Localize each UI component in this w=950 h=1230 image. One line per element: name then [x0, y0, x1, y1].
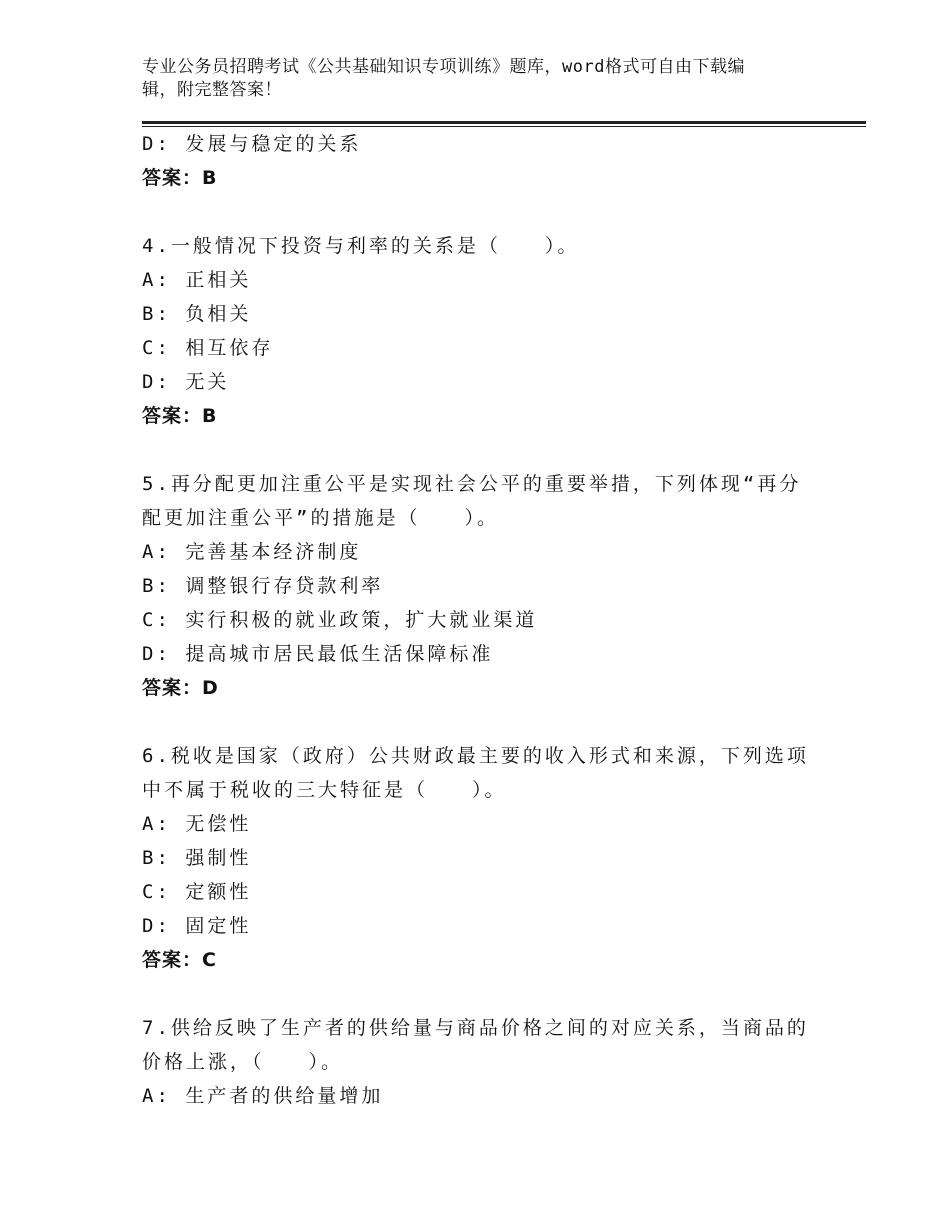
option-d: D: 提高城市居民最低生活保障标准 — [142, 643, 494, 665]
question-stem-continued: 中不属于税收的三大特征是（ ）。 — [142, 779, 507, 801]
option-a: A: 无偿性 — [142, 813, 252, 835]
spacer — [142, 433, 822, 467]
answer-line: 答案：B — [142, 167, 218, 189]
header-line-2: 辑，附完整答案！ — [142, 80, 282, 100]
header-rule-thick — [142, 121, 866, 124]
header-line-1: 专业公务员招聘考试《公共基础知识专项训练》题库，word格式可自由下载编 — [142, 57, 745, 77]
question-stem-continued: 价格上涨，（ ）。 — [142, 1051, 344, 1073]
spacer — [142, 977, 822, 1011]
question-stem-continued: 配更加注重公平”的措施是（ ）。 — [142, 507, 499, 529]
question-block-6 — [142, 739, 822, 977]
question-block-4 — [142, 229, 822, 433]
option-b: B: 强制性 — [142, 847, 252, 869]
question-block-3 — [142, 127, 822, 195]
answer-line: 答案：C — [142, 949, 217, 971]
spacer — [142, 195, 822, 229]
question-list — [142, 127, 822, 1113]
option-a: A: 正相关 — [142, 269, 252, 291]
question-stem: 4.一般情况下投资与利率的关系是（ ）。 — [142, 235, 580, 257]
option-d: D: 发展与稳定的关系 — [142, 133, 362, 155]
option-d: D: 无关 — [142, 371, 230, 393]
question-block-5 — [142, 467, 822, 705]
question-stem: 7.供给反映了生产者的供给量与商品价格之间的对应关系，当商品的 — [142, 1017, 809, 1039]
option-c: C: 实行积极的就业政策，扩大就业渠道 — [142, 609, 538, 631]
question-stem: 5.再分配更加注重公平是实现社会公平的重要举措，下列体现“再分 — [142, 473, 802, 495]
option-b: B: 调整银行存贷款利率 — [142, 575, 384, 597]
option-b: B: 负相关 — [142, 303, 252, 325]
option-a: A: 生产者的供给量增加 — [142, 1085, 384, 1107]
option-a: A: 完善基本经济制度 — [142, 541, 362, 563]
question-stem: 6.税收是国家（政府）公共财政最主要的收入形式和来源，下列选项 — [142, 745, 809, 767]
page-header — [142, 56, 822, 102]
spacer — [142, 705, 822, 739]
answer-line: 答案：B — [142, 405, 218, 427]
option-d: D: 固定性 — [142, 915, 252, 937]
option-c: C: 定额性 — [142, 881, 252, 903]
option-c: C: 相互依存 — [142, 337, 274, 359]
question-block-7 — [142, 1011, 822, 1113]
answer-line: 答案：D — [142, 677, 219, 699]
